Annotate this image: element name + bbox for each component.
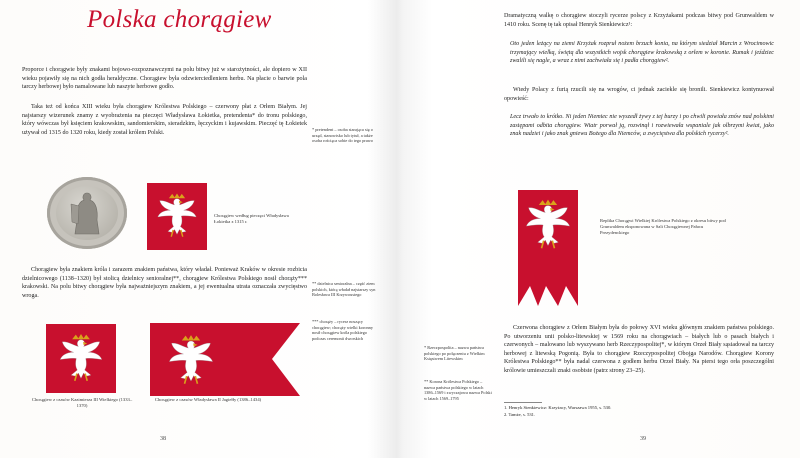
side-note-korona: ** Korona Królestwa Polskiego – nazwa państwa polskiego w latach 1386–1569 i zwyczajowa nazwa Polski w latach 1569–1795	[424, 379, 492, 401]
left-paragraph-1: Proporce i chorągwie były znakami bojowo-rozpoznawczymi na polu bitwy już w starożytności, ale dopiero w XII wieku pojawiły się na nich godła heraldyczne. Chorągiew była odzwierciedleniem herbu. Na płacie o barwie pola tarczy herbowej było namalowane lub naszyte herbowe godło.	[22, 67, 307, 91]
footnote-divider	[504, 402, 542, 403]
page-number-right: 39	[640, 436, 646, 442]
right-paragraph-2: Wtedy Polacy z furią rzucili się na wrogów, ci jednak zaciekle się bronili. Sienkiewicz kontynuował opowieść:	[504, 87, 774, 102]
page-number-left: 38	[160, 436, 166, 442]
left-paragraph-3: Chorągiew była znakiem króla i zarazem znakiem państwa, który władał. Ponieważ Kraków w okresie rozbicia dzielnicowego (1138–1320) był stolicą dzielnicy senioralnej**, chorągiew Królestwa Polskiego nosił chorąży*** krakowski. Na polu bitwy chorągiew była najważniejszym znakiem, a jej ewentualna utrata oznaczała zwycięstwo wroga.	[22, 267, 307, 299]
side-note-chorazy: *** chorąży – rycerz noszący chorągiew; chorąży wielki koronny nosił chorągiew króla polskiego podczas ceremonii dworskich	[312, 319, 373, 341]
caption-lokietek-banner: Chorągiew według pieczęci Władysława Łokietka z 1315 r.	[214, 213, 289, 224]
right-paragraph-3: Czerwona chorągiew z Orłem Białym była do połowy XVI wieku głównym znakiem państwa polskiego. Po utworzeniu unii polsko-litewskiej w 1569 roku na chorągwiach – białych lub o pasach białych i czerwonych – malowano lub wyszywano herb Rzeczypospolitej*, w którym Orzeł Biały sąsiadował na tarczy herbowej z litewską Pogonią. Była to chorągiew Rzeczypospolitej Obojga Narodów. Chorągiew Korony Królestwa Polskiego** była nadal czerwona z godłem herbu Orzeł Biały. Na piersi tego orła poszczególni królowie umieszczali znaki osobiste (patrz strony 23–25).	[504, 325, 774, 374]
page-title: Polska chorągiew	[87, 6, 272, 33]
lokietek-banner-image	[147, 183, 207, 250]
caption-kazimierz-banner: Chorągiew z czasów Kazimierza III Wielkiego (1333–1370)	[31, 397, 133, 408]
white-eagle-icon	[55, 330, 107, 387]
side-note-rzeczpospolita: * Rzeczpospolita – nazwa państwa polskiego po połączeniu z Wielkim Księstwem Litewskim	[424, 345, 485, 362]
seal-figure-icon	[67, 190, 107, 236]
jagiello-banner-image	[150, 323, 300, 396]
sienkiewicz-quote-2: Lecz trwało to krótko. Ni jeden Niemiec nie wyszedł żywy z tej burzy i po chwili powiała znów nad polskimi zastępami odbita chorągiew. Wiatr porwał ją, rozwinął i rozwiewała wspaniale jak olbrzymi kwiat, jako znak nadziei i jako znak gniewu Bożego dla Niemców, a zwycięstwa dla polskich rycerzy².	[510, 114, 774, 138]
kazimierz-banner-image	[46, 324, 116, 393]
side-note-pretendent: * pretendent – osoba starająca się o urząd, stanowisko lub tytuł, a także osoba rościąca sobie do tego prawo	[312, 127, 373, 144]
footnote-2: 2. Tamże, s. 531.	[504, 412, 536, 417]
caption-grunwald-banner: Replika Chorągwi Wielkiej Królestwa Polskiego z okresu bitwy pod Grunwaldem eksponowana w Sali Chorągiewnej Pałacu Prezydenckiego	[600, 218, 726, 235]
side-note-dzielnica: ** dzielnica senioralna – część ziem polskich, którą władał najstarszy syn Bolesława III Krzywoustego	[312, 281, 376, 298]
right-paragraph-1: Dramatyczną walkę o chorągiew stoczyli rycerze polscy z Krzyżakami podczas bitwy pod Grunwaldem w 1410 roku. Scenę tę tak opisał Henryk Sienkiewicz¹:	[504, 13, 774, 28]
footnote-1: 1. Henryk Sienkiewicz: Krzyżacy, Warszawa 1955, s. 530.	[504, 405, 612, 410]
caption-jagiello-banner: Chorągiew z czasów Władysława II Jagiełły (1386–1434)	[154, 397, 262, 402]
left-paragraph-2: Taka też od końca XIII wieku była chorągiew Królestwa Polskiego – czerwony płat z Orłem Białym. Jej najstarszy wizerunek znamy z wyobrażenia na pieczęci Władysława Łokietka, pretendenta* do tronu polskiego, który wówczas był księciem krakowskim, sandomierskim, sieradzkim, łęczyckim i kujawskim. Pieczęć tę Łokietek używał od 1315 do 1320 roku, kiedy został królem Polski.	[22, 104, 307, 136]
white-eagle-icon	[153, 190, 201, 242]
grunwald-banner-image	[518, 190, 578, 306]
lokietek-seal-image	[47, 177, 127, 249]
sienkiewicz-quote-1: Oto jeden leżący na ziemi Krzyżak rozpruł nożem brzuch konia, na którym siedział Marcin z Wrocimowic trzymający wielką, świętą dla wszystkich wojsk chorągiew krakowską z orłem w koronie. Rumak i jeździec zwalili się nagle, a wraz z nimi zachwiała się i padła chorągiew².	[510, 41, 774, 65]
